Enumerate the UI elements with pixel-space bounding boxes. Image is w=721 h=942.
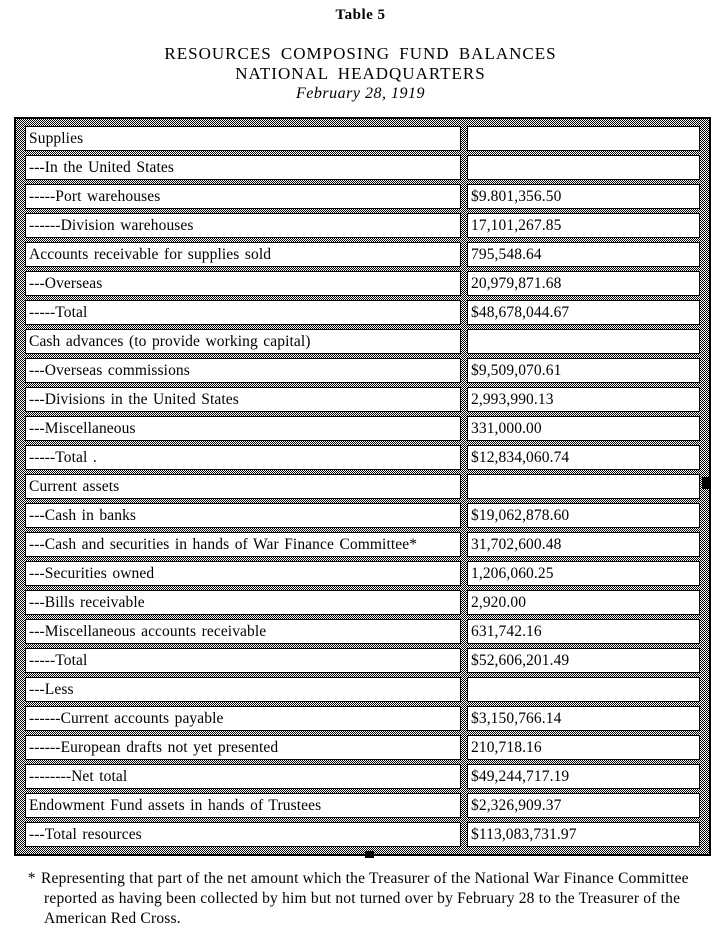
scan-artifact-right (702, 477, 710, 489)
row-value-cell: 2,920.00 (467, 590, 700, 615)
table-row (25, 300, 700, 325)
footnote (14, 869, 703, 929)
row-value-cell: $49,244,717.19 (467, 764, 700, 789)
row-label-cell: Endowment Fund assets in hands of Trustees (25, 793, 461, 818)
row-value-cell (467, 474, 700, 499)
table-row (25, 648, 700, 673)
fund-balances-table (19, 122, 706, 851)
row-value-cell: $19,062,878.60 (467, 503, 700, 528)
row-label-cell: ------Current accounts payable (25, 706, 461, 731)
table-row (25, 561, 700, 586)
row-value-cell: 17,101,267.85 (467, 213, 700, 238)
fund-table-frame (14, 117, 711, 856)
table-row (25, 213, 700, 238)
row-value-cell: 20,979,871.68 (467, 271, 700, 296)
row-label-cell: ---Cash in banks (25, 503, 461, 528)
footnote-text: Representing that part of the net amount which the Treasurer of the National War Finance Committee reported as having been collected by him but not turned over by February 28 to the Treasurer of the American Red Cross. (40, 870, 689, 927)
row-label-cell: ---Miscellaneous (25, 416, 461, 441)
row-label-cell: ------European drafts not yet presented (25, 735, 461, 760)
row-label-cell: -----Total . (25, 445, 461, 470)
row-value-cell: $3,150,766.14 (467, 706, 700, 731)
row-label-cell: ---Divisions in the United States (25, 387, 461, 412)
row-value-cell: 631,742.16 (467, 619, 700, 644)
row-label-cell: ---Cash and securities in hands of War Finance Committee* (25, 532, 461, 557)
row-label-cell: ---Less (25, 677, 461, 702)
page-header (0, 7, 721, 104)
table-row (25, 155, 700, 180)
table-row (25, 184, 700, 209)
row-value-cell: $48,678,044.67 (467, 300, 700, 325)
row-value-cell: 210,718.16 (467, 735, 700, 760)
table-row (25, 126, 700, 151)
row-label-cell: Cash advances (to provide working capital) (25, 329, 461, 354)
row-value-cell: 331,000.00 (467, 416, 700, 441)
table-row (25, 242, 700, 267)
table-number: Table 5 (335, 7, 386, 23)
row-value-cell: $52,606,201.49 (467, 648, 700, 673)
row-value-cell: 31,702,600.48 (467, 532, 700, 557)
row-value-cell: 1,206,060.25 (467, 561, 700, 586)
row-value-cell (467, 126, 700, 151)
report-title-line1: RESOURCES COMPOSING FUND BALANCES (164, 44, 557, 63)
row-value-cell: 795,548.64 (467, 242, 700, 267)
report-date: February 28, 1919 (296, 85, 425, 102)
row-label-cell: ---Overseas (25, 271, 461, 296)
table-row (25, 619, 700, 644)
document-page (0, 7, 721, 942)
footnote-marker: * (27, 870, 35, 887)
row-value-cell (467, 677, 700, 702)
table-row (25, 590, 700, 615)
row-label-cell: ---Bills receivable (25, 590, 461, 615)
row-label-cell: ---Miscellaneous accounts receivable (25, 619, 461, 644)
table-row (25, 764, 700, 789)
table-row (25, 822, 700, 847)
row-value-cell: $2,326,909.37 (467, 793, 700, 818)
table-row (25, 445, 700, 470)
row-label-cell: ---Securities owned (25, 561, 461, 586)
scan-artifact-bottom (365, 851, 374, 858)
row-label-cell: Current assets (25, 474, 461, 499)
row-value-cell: $113,083,731.97 (467, 822, 700, 847)
table-row (25, 677, 700, 702)
table-row (25, 358, 700, 383)
table-row (25, 793, 700, 818)
row-label-cell: ------Division warehouses (25, 213, 461, 238)
row-label-cell: -----Total (25, 300, 461, 325)
row-value-cell: $12,834,060.74 (467, 445, 700, 470)
table-row (25, 735, 700, 760)
row-value-cell: $9,509,070.61 (467, 358, 700, 383)
fund-table-body (25, 126, 700, 847)
row-label-cell: Accounts receivable for supplies sold (25, 242, 461, 267)
row-value-cell (467, 329, 700, 354)
row-value-cell (467, 155, 700, 180)
row-label-cell: --------Net total (25, 764, 461, 789)
table-row (25, 503, 700, 528)
row-label-cell: -----Port warehouses (25, 184, 461, 209)
report-title-line2: NATIONAL HEADQUARTERS (235, 64, 486, 83)
row-label-cell: Supplies (25, 126, 461, 151)
table-row (25, 706, 700, 731)
table-row (25, 329, 700, 354)
table-row (25, 532, 700, 557)
table-row (25, 474, 700, 499)
table-row (25, 416, 700, 441)
table-row (25, 271, 700, 296)
table-row (25, 387, 700, 412)
row-value-cell: 2,993,990.13 (467, 387, 700, 412)
row-value-cell: $9.801,356.50 (467, 184, 700, 209)
row-label-cell: ---Overseas commissions (25, 358, 461, 383)
row-label-cell: ---Total resources (25, 822, 461, 847)
row-label-cell: ---In the United States (25, 155, 461, 180)
row-label-cell: -----Total (25, 648, 461, 673)
